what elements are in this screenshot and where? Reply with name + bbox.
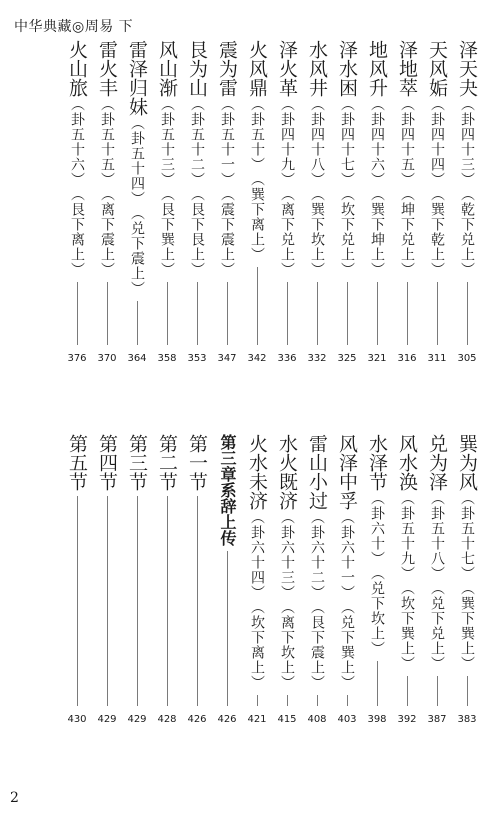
dot-leader bbox=[317, 695, 318, 706]
dot-leader bbox=[467, 676, 468, 706]
dot-leader bbox=[437, 676, 438, 706]
chapter-title: 第三章系辞上传 bbox=[218, 434, 237, 546]
trigram-composition: （震下震上） bbox=[219, 187, 235, 277]
entry-page-number: 311 bbox=[427, 353, 447, 364]
dot-leader bbox=[287, 695, 288, 706]
toc-block-top bbox=[62, 40, 482, 364]
toc-entry[interactable] bbox=[422, 40, 452, 364]
dot-leader bbox=[407, 282, 408, 345]
entry-title: 巽为风 bbox=[456, 434, 478, 491]
entry-title: 风水涣 bbox=[396, 434, 418, 491]
trigram-composition: （坎下巽上） bbox=[399, 581, 415, 671]
dot-leader bbox=[167, 282, 168, 345]
gua-number: （卦六十四） bbox=[249, 510, 265, 600]
trigram-composition: （巽下坤上） bbox=[369, 187, 385, 277]
trigram-composition: （艮下艮上） bbox=[189, 187, 205, 277]
entry-page-number: 347 bbox=[217, 353, 237, 364]
dot-leader bbox=[437, 282, 438, 345]
entry-title: 第五节 bbox=[66, 434, 88, 491]
toc-entry[interactable] bbox=[392, 434, 422, 725]
toc-entry[interactable] bbox=[122, 40, 152, 364]
entry-page-number: 429 bbox=[97, 714, 117, 725]
entry-title: 风山渐 bbox=[156, 40, 178, 97]
toc-entry[interactable] bbox=[332, 40, 362, 364]
dot-leader bbox=[167, 496, 168, 706]
trigram-composition: （巽下离上） bbox=[249, 172, 265, 262]
toc-entry[interactable] bbox=[152, 40, 182, 364]
dot-leader bbox=[197, 282, 198, 345]
toc-entry[interactable] bbox=[272, 434, 302, 725]
dot-leader bbox=[407, 676, 408, 706]
toc-entry[interactable] bbox=[362, 40, 392, 364]
trigram-composition: （兑下兑上） bbox=[429, 581, 445, 671]
gua-number: （卦五十） bbox=[249, 97, 265, 172]
dot-leader bbox=[107, 496, 108, 706]
entry-title: 火风鼎 bbox=[246, 40, 268, 97]
toc-entry[interactable] bbox=[92, 40, 122, 364]
dot-leader bbox=[257, 267, 258, 345]
dot-leader bbox=[107, 282, 108, 345]
entry-page-number: 428 bbox=[157, 714, 177, 725]
toc-block-bottom bbox=[62, 434, 482, 725]
entry-title: 震为雷 bbox=[216, 40, 238, 97]
toc-entry[interactable] bbox=[302, 434, 332, 725]
gua-number: （卦五十四） bbox=[129, 116, 145, 206]
gua-number: （卦六十三） bbox=[279, 510, 295, 600]
gua-number: （卦五十一） bbox=[219, 97, 235, 187]
gua-number: （卦五十九） bbox=[399, 491, 415, 581]
gua-number: （卦五十五） bbox=[99, 97, 115, 187]
entry-page-number: 342 bbox=[247, 353, 267, 364]
entry-page-number: 408 bbox=[307, 714, 327, 725]
trigram-composition: （坎下离上） bbox=[249, 600, 265, 690]
gua-number: （卦四十三） bbox=[459, 97, 475, 187]
entry-title: 第四节 bbox=[96, 434, 118, 491]
dot-leader bbox=[347, 695, 348, 706]
toc-entry[interactable] bbox=[362, 434, 392, 725]
gua-number: （卦五十三） bbox=[159, 97, 175, 187]
entry-page-number: 392 bbox=[397, 714, 417, 725]
toc-entry[interactable] bbox=[152, 434, 182, 725]
entry-page-number: 332 bbox=[307, 353, 327, 364]
entry-page-number: 353 bbox=[187, 353, 207, 364]
dot-leader bbox=[197, 496, 198, 706]
toc-entry[interactable] bbox=[242, 434, 272, 725]
entry-title: 泽天夬 bbox=[456, 40, 478, 97]
entry-page-number: 321 bbox=[367, 353, 387, 364]
gua-number: （卦四十四） bbox=[429, 97, 445, 187]
entry-title: 泽火革 bbox=[276, 40, 298, 97]
entry-page-number: 364 bbox=[127, 353, 147, 364]
trigram-composition: （乾下兑上） bbox=[459, 187, 475, 277]
trigram-composition: （艮下巽上） bbox=[159, 187, 175, 277]
entry-page-number: 426 bbox=[217, 714, 237, 725]
entry-page-number: 421 bbox=[247, 714, 267, 725]
gua-number: （卦六十） bbox=[369, 491, 385, 566]
trigram-composition: （兑下震上） bbox=[129, 206, 145, 296]
gua-number: （卦四十六） bbox=[369, 97, 385, 187]
entry-title: 风泽中孚 bbox=[336, 434, 358, 510]
entry-title: 雷泽归妹 bbox=[126, 40, 148, 116]
dot-leader bbox=[137, 496, 138, 706]
entry-title: 兑为泽 bbox=[426, 434, 448, 491]
trigram-composition: （巽下坎上） bbox=[309, 187, 325, 277]
toc-entry[interactable] bbox=[452, 434, 482, 725]
entry-title: 艮为山 bbox=[186, 40, 208, 97]
entry-page-number: 376 bbox=[67, 353, 87, 364]
toc-entry[interactable] bbox=[212, 40, 242, 364]
toc-entry[interactable] bbox=[242, 40, 272, 364]
toc-entry[interactable] bbox=[212, 434, 242, 725]
entry-title: 雷山小过 bbox=[306, 434, 328, 510]
entry-page-number: 426 bbox=[187, 714, 207, 725]
entry-page-number: 415 bbox=[277, 714, 297, 725]
entry-page-number: 403 bbox=[337, 714, 357, 725]
trigram-composition: （兑下坎上） bbox=[369, 566, 385, 656]
entry-title: 火水未济 bbox=[246, 434, 268, 510]
trigram-composition: （巽下巽上） bbox=[459, 581, 475, 671]
entry-page-number: 325 bbox=[337, 353, 357, 364]
dot-leader bbox=[77, 496, 78, 706]
entry-page-number: 429 bbox=[127, 714, 147, 725]
trigram-composition: （艮下离上） bbox=[69, 187, 85, 277]
running-header: 中华典藏◎周易 下 bbox=[14, 19, 134, 35]
entry-title: 水火既济 bbox=[276, 434, 298, 510]
gua-number: （卦四十八） bbox=[309, 97, 325, 187]
entry-title: 天风姤 bbox=[426, 40, 448, 97]
toc-entry[interactable] bbox=[122, 434, 152, 725]
entry-page-number: 387 bbox=[427, 714, 447, 725]
toc-entry[interactable] bbox=[332, 434, 362, 725]
entry-title: 泽水困 bbox=[336, 40, 358, 97]
dot-leader bbox=[377, 282, 378, 345]
toc-entry[interactable] bbox=[392, 40, 422, 364]
gua-number: （卦五十七） bbox=[459, 491, 475, 581]
toc-entry[interactable] bbox=[182, 434, 212, 725]
trigram-composition: （巽下乾上） bbox=[429, 187, 445, 277]
entry-title: 第三节 bbox=[126, 434, 148, 491]
dot-leader bbox=[137, 301, 138, 345]
trigram-composition: （坎下兑上） bbox=[339, 187, 355, 277]
dot-leader bbox=[227, 282, 228, 345]
entry-page-number: 305 bbox=[457, 353, 477, 364]
entry-page-number: 336 bbox=[277, 353, 297, 364]
entry-title: 雷火丰 bbox=[96, 40, 118, 97]
entry-title: 泽地萃 bbox=[396, 40, 418, 97]
entry-page-number: 358 bbox=[157, 353, 177, 364]
page-number: 2 bbox=[10, 790, 19, 806]
toc-entry[interactable] bbox=[452, 40, 482, 364]
dot-leader bbox=[257, 695, 258, 706]
gua-number: （卦五十六） bbox=[69, 97, 85, 187]
entry-page-number: 383 bbox=[457, 714, 477, 725]
entry-title: 水风井 bbox=[306, 40, 328, 97]
gua-number: （卦五十二） bbox=[189, 97, 205, 187]
gua-number: （卦四十七） bbox=[339, 97, 355, 187]
gua-number: （卦四十五） bbox=[399, 97, 415, 187]
entry-page-number: 430 bbox=[67, 714, 87, 725]
trigram-composition: （兑下巽上） bbox=[339, 600, 355, 690]
dot-leader bbox=[77, 282, 78, 345]
entry-page-number: 370 bbox=[97, 353, 117, 364]
entry-title: 第二节 bbox=[156, 434, 178, 491]
gua-number: （卦四十九） bbox=[279, 97, 295, 187]
toc-entry[interactable] bbox=[272, 40, 302, 364]
dot-leader bbox=[347, 282, 348, 345]
toc-entry[interactable] bbox=[92, 434, 122, 725]
dot-leader bbox=[467, 282, 468, 345]
entry-page-number: 398 bbox=[367, 714, 387, 725]
dot-leader bbox=[377, 661, 378, 706]
trigram-composition: （离下震上） bbox=[99, 187, 115, 277]
entry-title: 第一节 bbox=[186, 434, 208, 491]
gua-number: （卦五十八） bbox=[429, 491, 445, 581]
trigram-composition: （坤下兑上） bbox=[399, 187, 415, 277]
trigram-composition: （离下坎上） bbox=[279, 600, 295, 690]
entry-page-number: 316 bbox=[397, 353, 417, 364]
trigram-composition: （艮下震上） bbox=[309, 600, 325, 690]
gua-number: （卦六十二） bbox=[309, 510, 325, 600]
dot-leader bbox=[317, 282, 318, 345]
dot-leader bbox=[227, 551, 228, 706]
toc-entry[interactable] bbox=[182, 40, 212, 364]
dot-leader bbox=[287, 282, 288, 345]
entry-title: 地风升 bbox=[366, 40, 388, 97]
entry-title: 火山旅 bbox=[66, 40, 88, 97]
toc-entry[interactable] bbox=[302, 40, 332, 364]
entry-title: 水泽节 bbox=[366, 434, 388, 491]
toc-entry[interactable] bbox=[62, 40, 92, 364]
toc-entry[interactable] bbox=[422, 434, 452, 725]
trigram-composition: （离下兑上） bbox=[279, 187, 295, 277]
toc-entry[interactable] bbox=[62, 434, 92, 725]
gua-number: （卦六十一） bbox=[339, 510, 355, 600]
